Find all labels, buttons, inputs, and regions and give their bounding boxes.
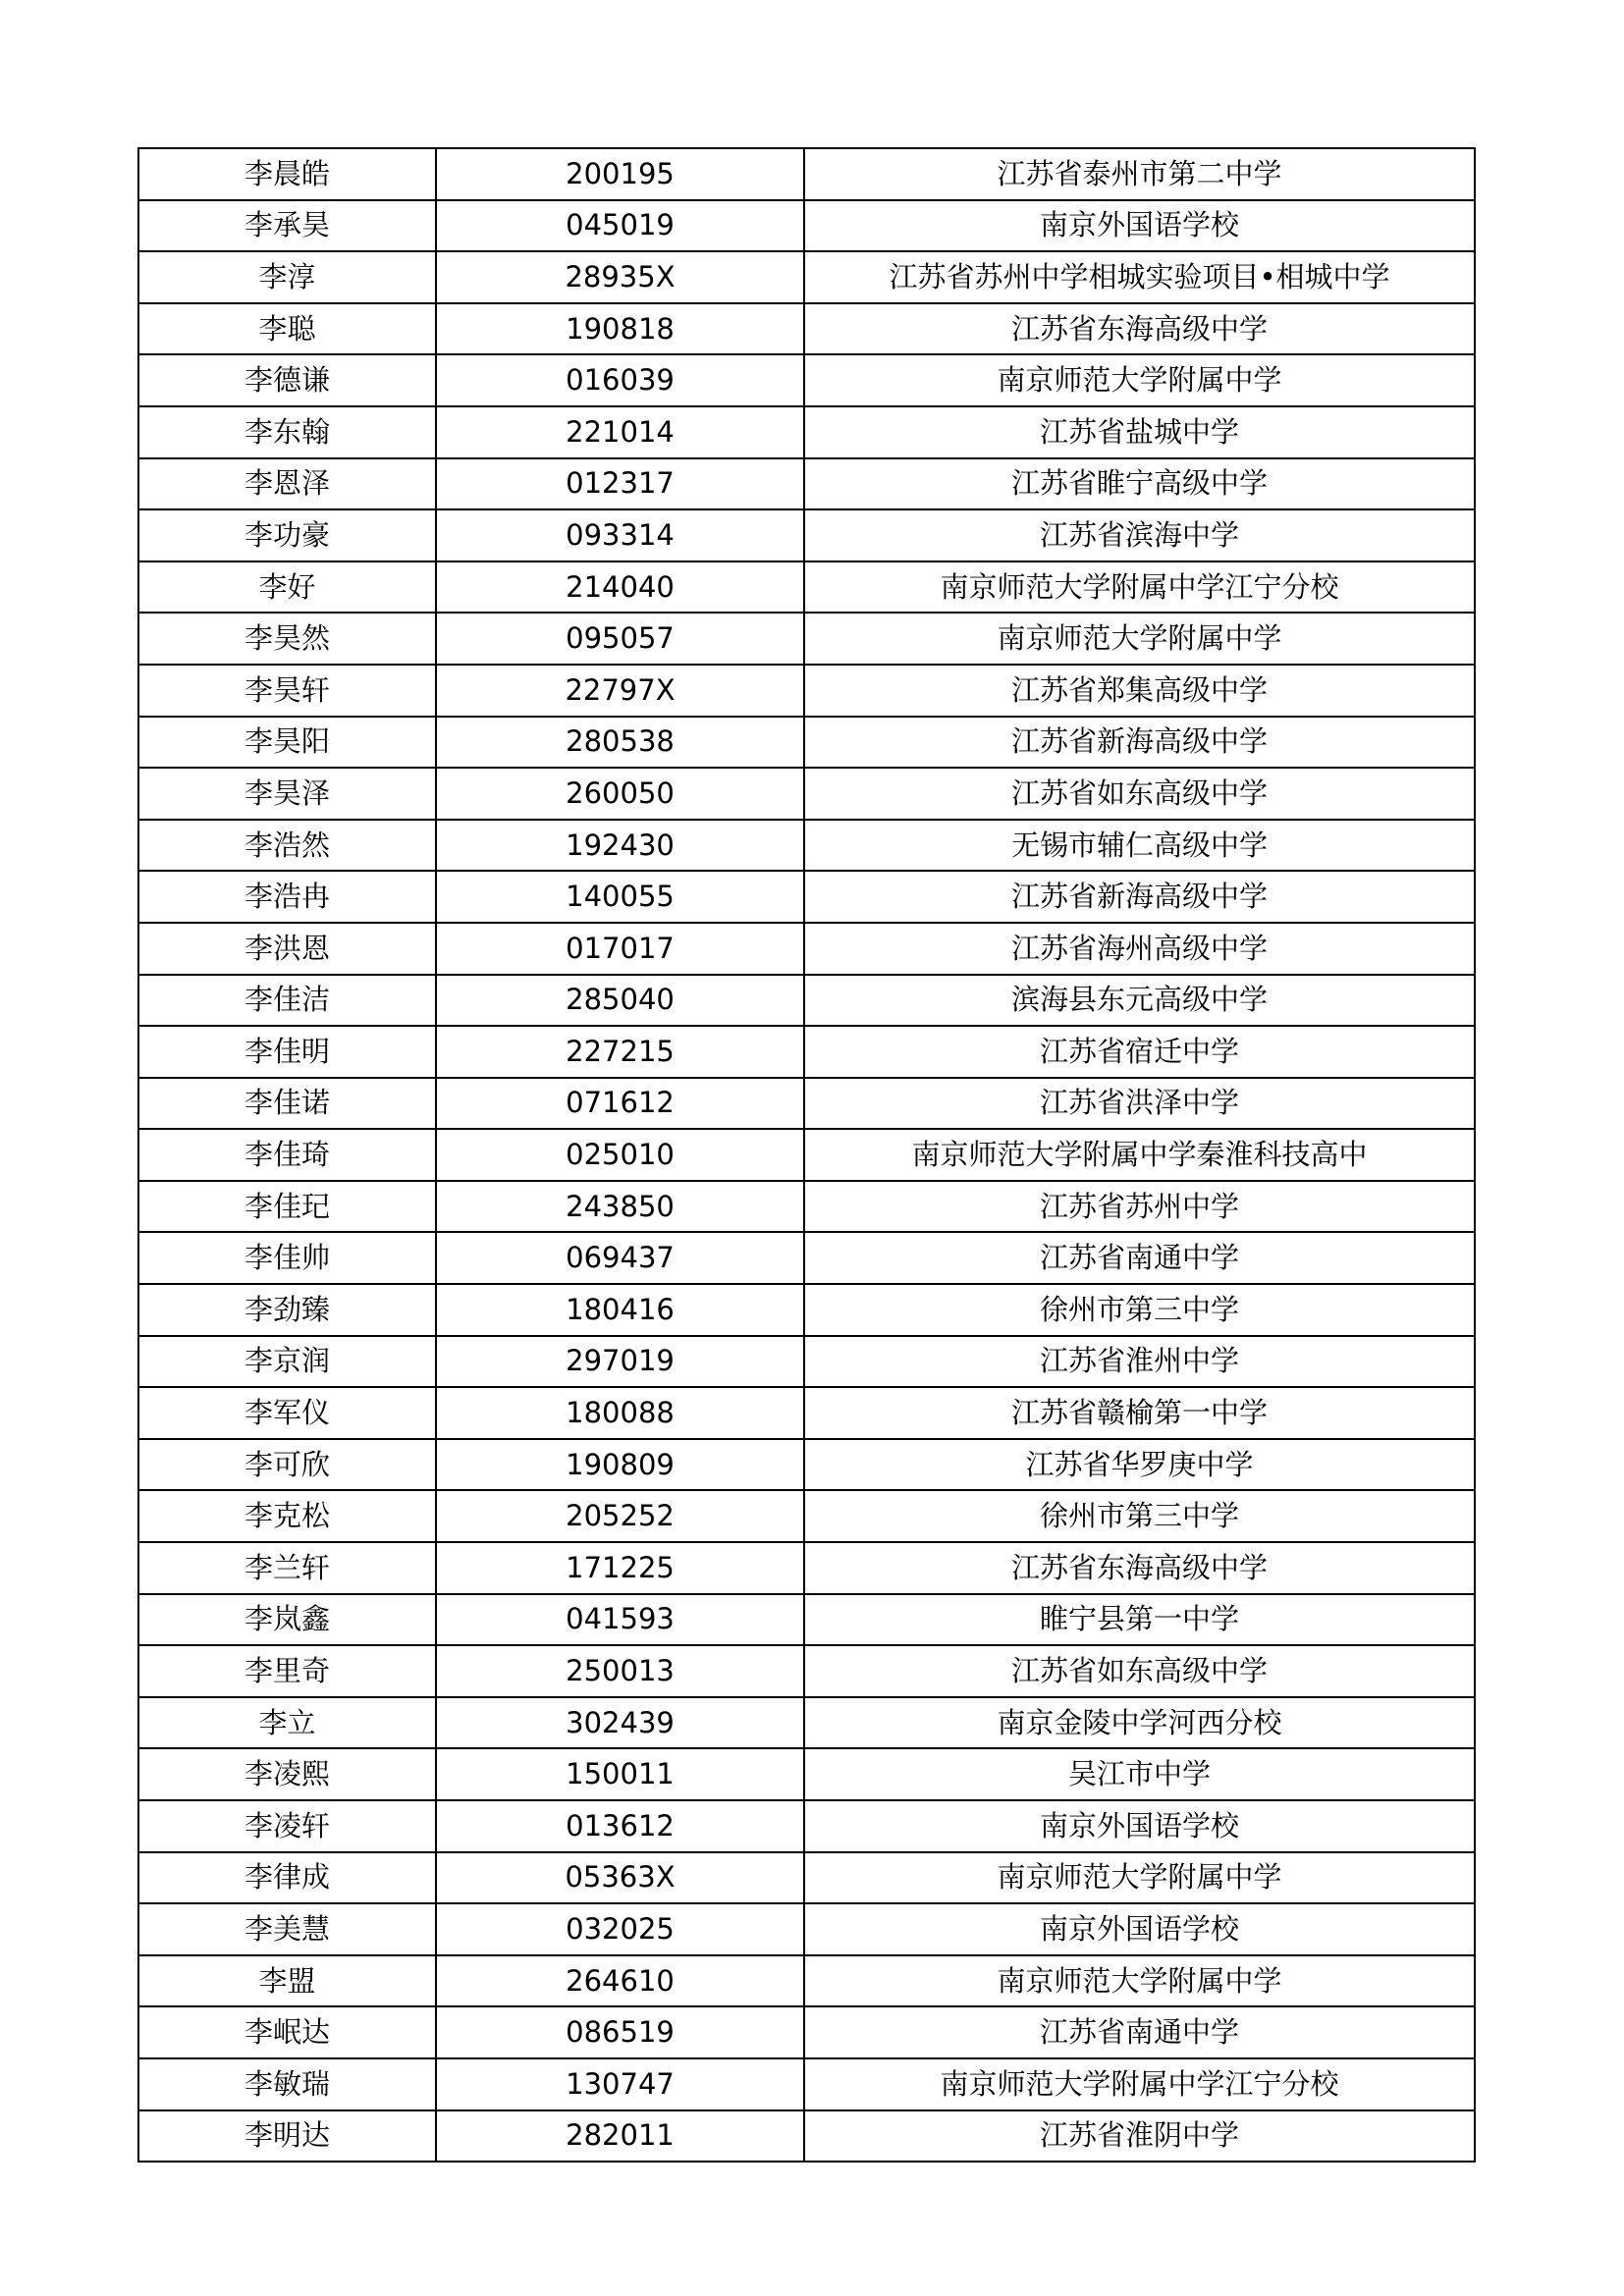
student-name-cell: 李明达 (138, 2110, 436, 2163)
table-row (138, 1903, 1475, 1955)
school-name-cell: 南京师范大学附属中学江宁分校 (804, 561, 1475, 614)
student-id-cell: 250013 (436, 1645, 804, 1697)
student-name-cell: 李立 (138, 1697, 436, 1749)
student-id-cell: 013612 (436, 1800, 804, 1852)
table-row (138, 509, 1475, 561)
student-name-cell: 李承昊 (138, 200, 436, 252)
student-id-cell: 190818 (436, 303, 804, 355)
school-name-cell: 江苏省睢宁高级中学 (804, 458, 1475, 510)
table-row (138, 251, 1475, 303)
school-name-cell: 江苏省苏州中学 (804, 1181, 1475, 1233)
school-name-cell: 南京金陵中学河西分校 (804, 1697, 1475, 1749)
student-id-cell: 069437 (436, 1232, 804, 1284)
table-row (138, 820, 1475, 872)
student-id-cell: 214040 (436, 561, 804, 614)
table-row (138, 1594, 1475, 1646)
table-row (138, 1181, 1475, 1233)
student-id-cell: 28935X (436, 251, 804, 303)
table-row (138, 458, 1475, 510)
school-name-cell: 睢宁县第一中学 (804, 1594, 1475, 1646)
student-name-cell: 李律成 (138, 1852, 436, 1904)
school-name-cell: 南京师范大学附属中学江宁分校 (804, 2058, 1475, 2110)
table-row (138, 2006, 1475, 2058)
school-name-cell: 江苏省南通中学 (804, 2006, 1475, 2058)
student-id-cell: 264610 (436, 1955, 804, 2007)
table-row (138, 871, 1475, 923)
student-name-cell: 李昊轩 (138, 665, 436, 717)
student-id-cell: 22797X (436, 665, 804, 717)
school-name-cell: 江苏省新海高级中学 (804, 871, 1475, 923)
table-row (138, 1232, 1475, 1284)
student-id-cell: 171225 (436, 1542, 804, 1594)
table-row (138, 1439, 1475, 1491)
student-name-cell: 李浩然 (138, 820, 436, 872)
table-row (138, 665, 1475, 717)
table-row (138, 1645, 1475, 1697)
table-row (138, 768, 1475, 820)
student-id-cell: 032025 (436, 1903, 804, 1955)
roster-body (138, 148, 1475, 2162)
table-row (138, 613, 1475, 665)
school-name-cell: 江苏省泰州市第二中学 (804, 148, 1475, 200)
student-name-cell: 李好 (138, 561, 436, 614)
school-name-cell: 徐州市第三中学 (804, 1284, 1475, 1336)
table-row (138, 1955, 1475, 2007)
student-name-cell: 李昊阳 (138, 717, 436, 769)
student-id-cell: 297019 (436, 1336, 804, 1388)
table-row (138, 1129, 1475, 1181)
student-name-cell: 李军仪 (138, 1387, 436, 1439)
school-name-cell: 江苏省新海高级中学 (804, 717, 1475, 769)
student-id-cell: 045019 (436, 200, 804, 252)
school-name-cell: 南京师范大学附属中学 (804, 1955, 1475, 2007)
table-row (138, 1748, 1475, 1800)
student-id-cell: 243850 (436, 1181, 804, 1233)
student-name-cell: 李恩泽 (138, 458, 436, 510)
school-name-cell: 江苏省赣榆第一中学 (804, 1387, 1475, 1439)
table-row (138, 1336, 1475, 1388)
student-id-cell: 05363X (436, 1852, 804, 1904)
student-name-cell: 李佳洁 (138, 975, 436, 1027)
student-name-cell: 李淳 (138, 251, 436, 303)
student-name-cell: 李凌轩 (138, 1800, 436, 1852)
student-id-cell: 093314 (436, 509, 804, 561)
student-id-cell: 086519 (436, 2006, 804, 2058)
table-row (138, 1387, 1475, 1439)
school-name-cell: 江苏省淮阴中学 (804, 2110, 1475, 2163)
student-id-cell: 012317 (436, 458, 804, 510)
school-name-cell: 江苏省如东高级中学 (804, 1645, 1475, 1697)
school-name-cell: 江苏省东海高级中学 (804, 1542, 1475, 1594)
table-row (138, 975, 1475, 1027)
student-name-cell: 李兰轩 (138, 1542, 436, 1594)
student-name-cell: 李东翰 (138, 406, 436, 458)
student-id-cell: 260050 (436, 768, 804, 820)
student-name-cell: 李可欣 (138, 1439, 436, 1491)
school-name-cell: 江苏省华罗庚中学 (804, 1439, 1475, 1491)
student-id-cell: 140055 (436, 871, 804, 923)
student-name-cell: 李佳琦 (138, 1129, 436, 1181)
student-name-cell: 李聪 (138, 303, 436, 355)
school-name-cell: 滨海县东元高级中学 (804, 975, 1475, 1027)
student-name-cell: 李昊泽 (138, 768, 436, 820)
student-id-cell: 192430 (436, 820, 804, 872)
table-row (138, 1490, 1475, 1542)
student-name-cell: 李佳玘 (138, 1181, 436, 1233)
table-row (138, 1852, 1475, 1904)
school-name-cell: 南京师范大学附属中学 (804, 1852, 1475, 1904)
school-name-cell: 江苏省宿迁中学 (804, 1026, 1475, 1078)
school-name-cell: 江苏省海州高级中学 (804, 923, 1475, 975)
school-name-cell: 江苏省洪泽中学 (804, 1078, 1475, 1130)
table-row (138, 1697, 1475, 1749)
student-name-cell: 李佳诺 (138, 1078, 436, 1130)
school-name-cell: 江苏省如东高级中学 (804, 768, 1475, 820)
student-name-cell: 李洪恩 (138, 923, 436, 975)
school-name-cell: 南京师范大学附属中学 (804, 354, 1475, 406)
student-name-cell: 李凌熙 (138, 1748, 436, 1800)
school-name-cell: 南京外国语学校 (804, 1800, 1475, 1852)
student-id-cell: 205252 (436, 1490, 804, 1542)
student-name-cell: 李岷达 (138, 2006, 436, 2058)
student-roster-table (137, 147, 1476, 2163)
school-name-cell: 江苏省苏州中学相城实验项目•相城中学 (804, 251, 1475, 303)
student-id-cell: 071612 (436, 1078, 804, 1130)
table-row (138, 1542, 1475, 1594)
table-row (138, 303, 1475, 355)
school-name-cell: 无锡市辅仁高级中学 (804, 820, 1475, 872)
student-id-cell: 180416 (436, 1284, 804, 1336)
student-id-cell: 221014 (436, 406, 804, 458)
student-name-cell: 李克松 (138, 1490, 436, 1542)
student-name-cell: 李德谦 (138, 354, 436, 406)
school-name-cell: 江苏省南通中学 (804, 1232, 1475, 1284)
school-name-cell: 南京外国语学校 (804, 200, 1475, 252)
student-id-cell: 227215 (436, 1026, 804, 1078)
table-row (138, 2058, 1475, 2110)
student-id-cell: 282011 (436, 2110, 804, 2163)
student-id-cell: 200195 (436, 148, 804, 200)
school-name-cell: 南京外国语学校 (804, 1903, 1475, 1955)
student-id-cell: 190809 (436, 1439, 804, 1491)
table-row (138, 717, 1475, 769)
school-name-cell: 江苏省淮州中学 (804, 1336, 1475, 1388)
school-name-cell: 吴江市中学 (804, 1748, 1475, 1800)
student-name-cell: 李敏瑞 (138, 2058, 436, 2110)
student-id-cell: 302439 (436, 1697, 804, 1749)
table-row (138, 2110, 1475, 2163)
school-name-cell: 南京师范大学附属中学秦淮科技高中 (804, 1129, 1475, 1181)
table-row (138, 148, 1475, 200)
school-name-cell: 南京师范大学附属中学 (804, 613, 1475, 665)
student-name-cell: 李佳明 (138, 1026, 436, 1078)
table-row (138, 1800, 1475, 1852)
student-id-cell: 130747 (436, 2058, 804, 2110)
student-id-cell: 180088 (436, 1387, 804, 1439)
table-row (138, 354, 1475, 406)
table-row (138, 406, 1475, 458)
student-name-cell: 李佳帅 (138, 1232, 436, 1284)
student-name-cell: 李劲臻 (138, 1284, 436, 1336)
student-name-cell: 李盟 (138, 1955, 436, 2007)
table-row (138, 561, 1475, 614)
table-row (138, 923, 1475, 975)
student-name-cell: 李京润 (138, 1336, 436, 1388)
student-id-cell: 016039 (436, 354, 804, 406)
student-id-cell: 025010 (436, 1129, 804, 1181)
school-name-cell: 徐州市第三中学 (804, 1490, 1475, 1542)
student-name-cell: 李里奇 (138, 1645, 436, 1697)
student-name-cell: 李功豪 (138, 509, 436, 561)
table-row (138, 200, 1475, 252)
student-name-cell: 李岚鑫 (138, 1594, 436, 1646)
school-name-cell: 江苏省东海高级中学 (804, 303, 1475, 355)
school-name-cell: 江苏省滨海中学 (804, 509, 1475, 561)
table-row (138, 1284, 1475, 1336)
student-id-cell: 017017 (436, 923, 804, 975)
student-id-cell: 280538 (436, 717, 804, 769)
table-row (138, 1026, 1475, 1078)
student-id-cell: 041593 (436, 1594, 804, 1646)
school-name-cell: 江苏省盐城中学 (804, 406, 1475, 458)
student-name-cell: 李晨皓 (138, 148, 436, 200)
student-id-cell: 150011 (436, 1748, 804, 1800)
school-name-cell: 江苏省郑集高级中学 (804, 665, 1475, 717)
student-name-cell: 李昊然 (138, 613, 436, 665)
student-name-cell: 李美慧 (138, 1903, 436, 1955)
table-row (138, 1078, 1475, 1130)
student-name-cell: 李浩冉 (138, 871, 436, 923)
student-id-cell: 095057 (436, 613, 804, 665)
student-id-cell: 285040 (436, 975, 804, 1027)
